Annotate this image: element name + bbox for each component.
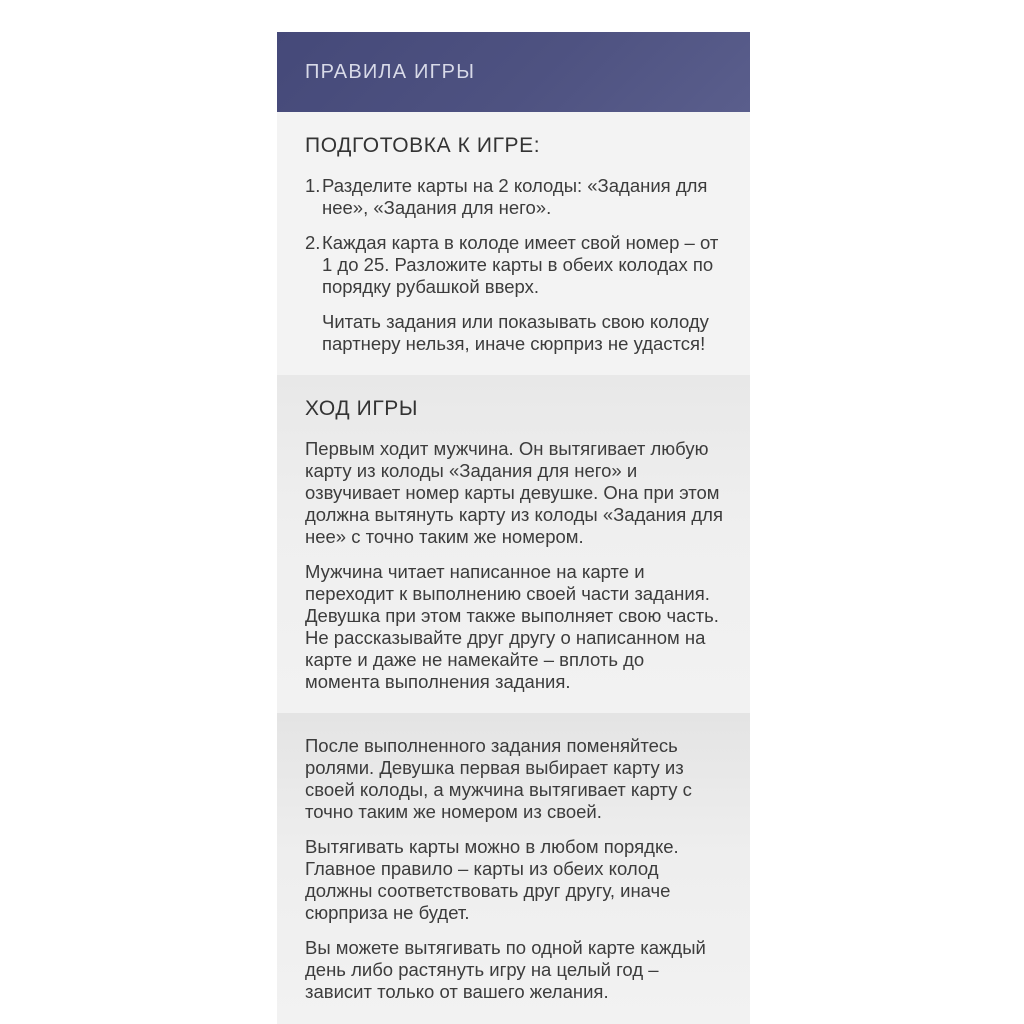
continuation-paragraph-1: После выполненного задания поменяйтесь ролями. Девушка первая выбирает карту из своей колоды, а мужчина вытягивает карту с точно таким же номером из своей.	[305, 735, 692, 822]
card-title: ПРАВИЛА ИГРЫ	[305, 60, 476, 83]
item-number: 2.	[305, 232, 321, 253]
section-gameplay	[277, 375, 750, 713]
rules-card-header	[277, 32, 750, 112]
gameplay-paragraph-2: Мужчина читает написанное на карте и переходит к выполнению своей части задания. Девушка при этом также выполняет свою часть. Не рассказывайте друг другу о написанном на карте и даже не намекайте – вплоть до момента выполнения задания.	[305, 561, 719, 692]
section-continuation	[277, 713, 750, 1024]
rules-card	[277, 32, 750, 1002]
item-text: Разделите карты на 2 колоды: «Задания для нее», «Задания для него».	[322, 175, 708, 218]
preparation-heading: ПОДГОТОВКА К ИГРЕ:	[305, 134, 541, 157]
preparation-item-1	[305, 175, 724, 219]
preparation-item-2	[305, 232, 724, 298]
gameplay-heading: ХОД ИГРЫ	[305, 397, 419, 420]
item-text: Каждая карта в колоде имеет свой номер – от 1 до 25. Разложите карты в обеих колодах по порядку рубашкой вверх.	[322, 232, 719, 297]
item-number: 1.	[305, 175, 321, 196]
section-preparation	[277, 112, 750, 375]
continuation-paragraph-2: Вытягивать карты можно в любом порядке. Главное правило – карты из обеих колод должны соответствовать друг другу, иначе сюрприза не будет.	[305, 836, 679, 923]
continuation-paragraph-3: Вы можете вытягивать по одной карте каждый день либо растянуть игру на целый год – зависит только от вашего желания.	[305, 937, 706, 1002]
gameplay-paragraph-1: Первым ходит мужчина. Он вытягивает любую карту из колоды «Задания для него» и озвучивает номер карты девушке. Она при этом должна вытянуть карту из колоды «Задания для нее» с точно таким же номером.	[305, 438, 723, 547]
preparation-note: Читать задания или показывать свою колоду партнеру нельзя, иначе сюрприз не удастся!	[322, 311, 709, 354]
